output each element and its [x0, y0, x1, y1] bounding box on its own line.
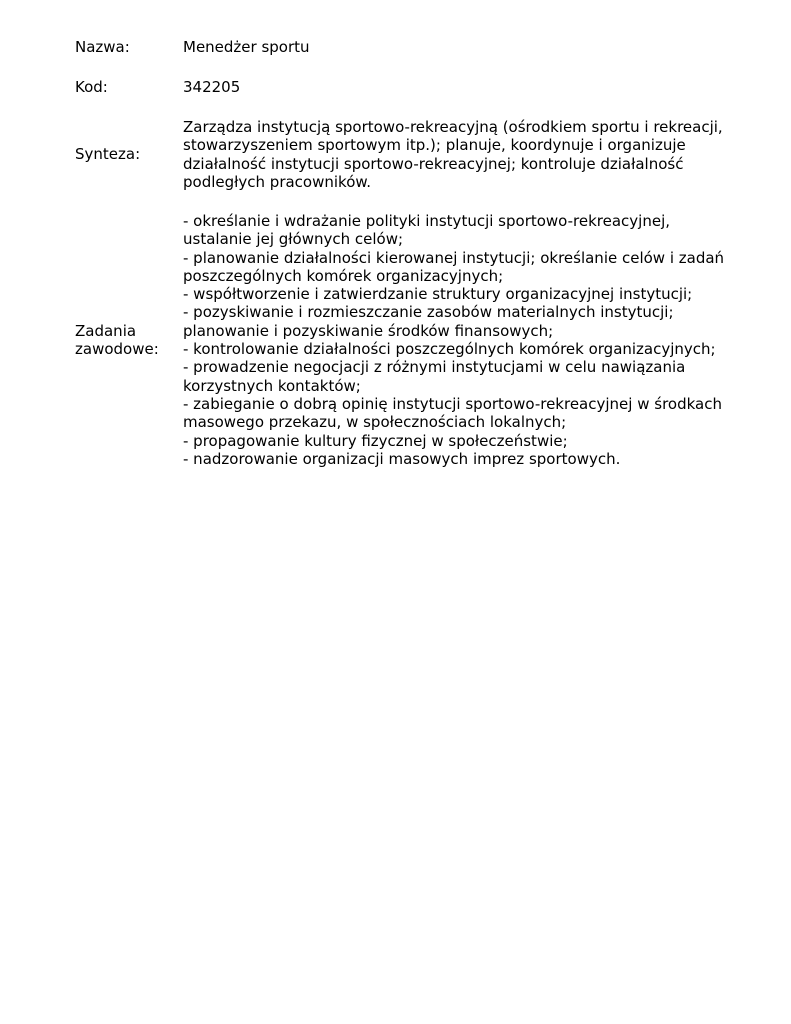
- kod-value: 342205: [183, 78, 241, 96]
- field-row-synteza: [75, 118, 755, 191]
- zadania-label: Zadania zawodowe:: [75, 321, 159, 359]
- synteza-value: Zarządza instytucją sportowo-rekreacyjną (ośrodkiem sportu i rekreacji, stowarzyszeniem sportowym itp.); planuje, koordynuje i organizuje działalność instytucji sportowo-rekreacyjnej; kontroluje działalność podległych pracowników.: [183, 118, 723, 191]
- nazwa-value: Menedżer sportu: [183, 38, 310, 56]
- zadania-value: - określanie i wdrażanie polityki instytucji sportowo-rekreacyjnej, ustalanie jej głównych celów; - planowanie działalności kierowanej instytucji; określanie celów i zadań poszczególnych komórek organizacyjnych; - współtworzenie i zatwierdzanie struktury organizacyjnej instytucji; - pozyskiwanie i rozmieszczanie zasobów materialnych instytucji; planowanie i pozyskiwanie środków finansowych; - kontrolowanie działalności poszczególnych komórek organizacyjnych; - prowadzenie negocjacji z różnymi instytucjami w celu nawiązania korzystnych kontaktów; - zabieganie o dobrą opinię instytucji sportowo-rekreacyjnej w środkach masowego przekazu, w społecznościach lokalnych; - propagowanie kultury fizycznej w społeczeństwie; - nadzorowanie organizacji masowych imprez sportowych.: [183, 212, 725, 468]
- nazwa-label: Nazwa:: [75, 38, 130, 56]
- field-row-zadania: [75, 212, 755, 468]
- field-row-nazwa: [75, 38, 755, 56]
- kod-label: Kod:: [75, 78, 108, 96]
- field-row-kod: [75, 78, 755, 96]
- synteza-label: Synteza:: [75, 145, 141, 164]
